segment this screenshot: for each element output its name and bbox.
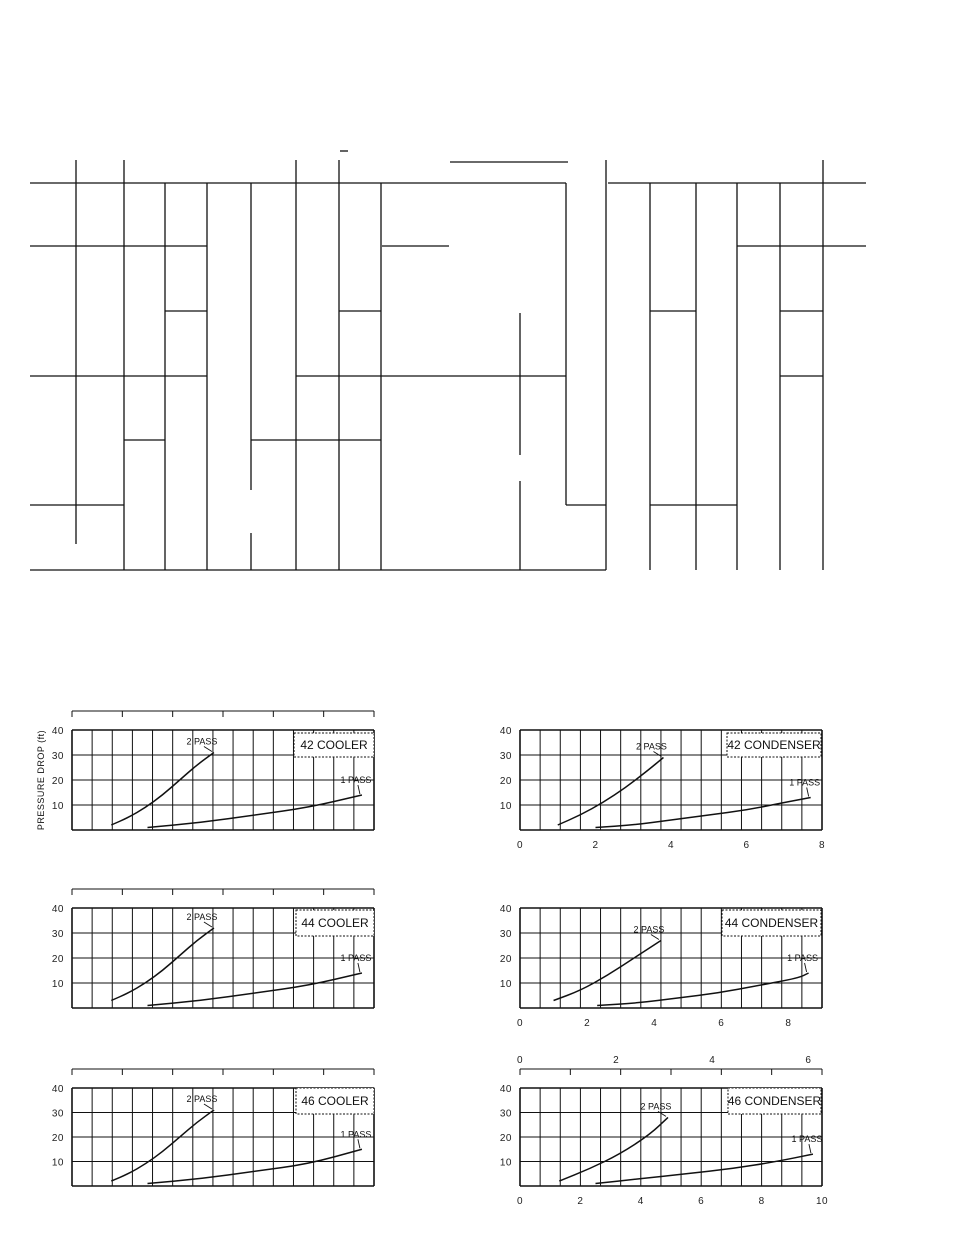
top-ruler (72, 1069, 374, 1075)
top-tick-label: 6 (805, 1055, 812, 1066)
chart-42-cooler (0, 690, 420, 860)
series-line-1-pass (596, 798, 811, 828)
label-leader (204, 922, 212, 927)
series-line-1-pass (596, 1154, 813, 1183)
y-tick-label: 10 (51, 1157, 64, 1169)
label-leader (358, 1139, 360, 1148)
label-leader (204, 747, 212, 752)
series-line-1-pass (148, 973, 362, 1006)
x-tick-label: 2 (592, 840, 599, 851)
y-tick-label: 20 (51, 1133, 64, 1144)
x-tick-label: 4 (667, 840, 675, 851)
y-tick-label: 30 (51, 751, 64, 762)
y-tick-label: 20 (499, 954, 512, 965)
y-axis-label: PRESSURE DROP (ft) (36, 729, 46, 831)
chart-title: 46 COOLER (301, 1094, 369, 1108)
x-tick-label: 6 (718, 1018, 725, 1029)
series-line-1-pass (148, 795, 362, 828)
y-tick-label: 10 (499, 1157, 512, 1169)
label-1-pass: 1 PASS (340, 775, 372, 785)
x-tick-label: 6 (743, 840, 750, 851)
x-tick-label: 4 (651, 1018, 658, 1029)
y-tick-label: 10 (51, 801, 64, 812)
label-leader (358, 785, 360, 794)
label-2-pass: 2 PASS (636, 741, 667, 752)
y-tick-label: 40 (51, 1084, 64, 1095)
top-tick-label: 0 (516, 1055, 524, 1066)
label-leader (653, 752, 661, 757)
x-tick-label: 0 (516, 1196, 524, 1207)
label-leader (358, 963, 360, 972)
chart-44-cooler (0, 870, 420, 1040)
series-line-2-pass (111, 753, 214, 826)
top-ruler (517, 1055, 822, 1075)
chart-title: 44 CONDENSER (724, 916, 819, 930)
y-tick-label: 30 (499, 751, 512, 762)
label-leader (807, 788, 809, 797)
x-tick-label: 10 (815, 1196, 829, 1207)
y-tick-label: 30 (499, 1108, 512, 1120)
label-1-pass: 1 PASS (340, 1129, 372, 1140)
x-tick-label: 2 (584, 1018, 591, 1029)
chart-title: 42 CONDENSER (727, 738, 821, 752)
chart-42-condenser (470, 690, 870, 860)
x-tick-label: 8 (818, 840, 826, 851)
label-2-pass: 2 PASS (186, 912, 218, 922)
series-line-2-pass (558, 758, 664, 826)
y-tick-label: 10 (51, 979, 64, 990)
series-line-2-pass (111, 928, 214, 1001)
label-2-pass: 2 PASS (186, 1094, 218, 1105)
y-tick-label: 30 (51, 929, 64, 940)
y-tick-label: 10 (499, 801, 512, 812)
y-tick-label: 10 (499, 979, 512, 990)
y-tick-label: 40 (499, 904, 512, 915)
y-tick-label: 40 (51, 726, 64, 737)
y-tick-label: 40 (499, 726, 512, 737)
y-tick-label: 20 (499, 1133, 512, 1144)
series-line-1-pass (148, 1149, 362, 1183)
label-leader (204, 1104, 212, 1109)
label-leader (651, 935, 659, 940)
chart-title: 44 COOLER (301, 916, 369, 930)
x-tick-label: 4 (637, 1196, 644, 1207)
x-tick-label: 2 (577, 1196, 584, 1207)
y-tick-label: 30 (499, 929, 512, 940)
chart-46-condenser (470, 1050, 870, 1240)
x-tick-label: 6 (698, 1196, 705, 1207)
x-tick-label: 8 (758, 1196, 765, 1207)
label-leader (805, 963, 807, 972)
label-2-pass: 2 PASS (633, 924, 665, 935)
y-tick-label: 30 (51, 1108, 64, 1120)
chart-title: 46 CONDENSER (727, 1094, 822, 1108)
top-tick-label: 4 (709, 1055, 716, 1066)
series-line-1-pass (597, 973, 808, 1006)
top-ruler (72, 889, 374, 895)
y-tick-label: 40 (499, 1084, 512, 1095)
chart-title: 42 COOLER (300, 738, 368, 752)
label-leader (809, 1144, 811, 1153)
series-line-2-pass (111, 1110, 214, 1181)
x-tick-label: 8 (785, 1018, 792, 1029)
y-tick-label: 20 (51, 954, 64, 965)
y-tick-label: 20 (51, 776, 64, 787)
chart-44-condenser (470, 870, 870, 1040)
label-1-pass: 1 PASS (787, 953, 819, 963)
ruled-table-frame (0, 0, 954, 620)
label-1-pass: 1 PASS (340, 953, 372, 963)
label-1-pass: 1 PASS (791, 1134, 823, 1145)
series-line-2-pass (554, 941, 661, 1001)
y-tick-label: 20 (499, 776, 512, 787)
top-ruler (72, 711, 374, 717)
y-tick-label: 40 (51, 904, 64, 915)
series-line-2-pass (559, 1117, 668, 1181)
label-1-pass: 1 PASS (789, 777, 821, 788)
chart-46-cooler (0, 1050, 420, 1220)
x-tick-label: 0 (516, 840, 524, 851)
label-2-pass: 2 PASS (640, 1101, 672, 1112)
x-tick-label: 0 (516, 1018, 524, 1029)
top-tick-label: 2 (613, 1055, 620, 1066)
label-2-pass: 2 PASS (186, 736, 218, 747)
